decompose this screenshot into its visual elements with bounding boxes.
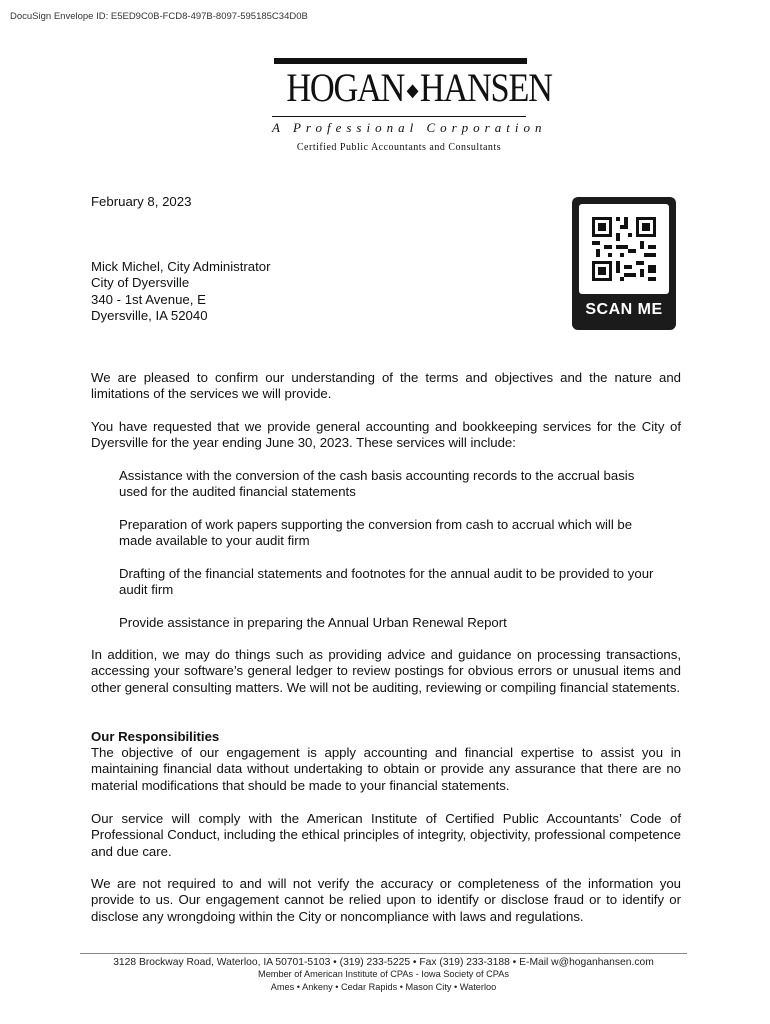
footer-address: 3128 Brockway Road, Waterloo, IA 50701-5103 • (319) 233-5225 • Fax (319) 233-3188 • E-Mail w@hoganhansen.com bbox=[113, 957, 654, 968]
footer-divider bbox=[80, 953, 687, 954]
firm-tagline: A Professional Corporation bbox=[272, 119, 547, 135]
service-item: Provide assistance in preparing the Annual Urban Renewal Report bbox=[119, 615, 507, 631]
paragraph-verification: We are not required to and will not verify the accuracy or completeness of the information you provide to us. Our engagement cannot be relied upon to identify or disclose fraud or to identify or disclose any wrongdoing within the City or noncompliance with laws and regulations. bbox=[91, 876, 681, 924]
envelope-id: DocuSign Envelope ID: E5ED9C0B-FCD8-497B-8097-595185C34D0B bbox=[10, 11, 308, 22]
logo-rule bbox=[272, 116, 526, 117]
paragraph-code-of-conduct: Our service will comply with the American Institute of Certified Public Accountants’ Code of Professional Conduct, including the ethical principles of integrity, objectivity, professional competence and due care. bbox=[91, 811, 681, 859]
footer-membership: Member of American Institute of CPAs - Iowa Society of CPAs bbox=[258, 969, 509, 979]
service-item: Assistance with the conversion of the cash basis accounting records to the accrual basis used for the audited financial statements bbox=[119, 468, 635, 500]
paragraph-services-request: You have requested that we provide general accounting and bookkeeping services for the City of Dyersville for the year ending June 30, 2023. These services will include: bbox=[91, 419, 681, 451]
footer-offices: Ames • Ankeny • Cedar Rapids • Mason City • Waterloo bbox=[270, 982, 497, 992]
firm-subtitle: Certified Public Accountants and Consultants bbox=[296, 141, 502, 153]
responsibilities-heading: Our Responsibilities bbox=[91, 729, 220, 745]
paragraph-intro: We are pleased to confirm our understanding of the terms and objectives and the nature and limitations of the services we will provide. bbox=[91, 370, 681, 402]
paragraph-objective: The objective of our engagement is apply accounting and financial expertise to assist you in maintaining financial data without undertaking to obtain or provide any assurance that there are no material modifications that should be made to your financial statements. bbox=[91, 745, 681, 793]
scan-me-label: SCAN ME bbox=[585, 301, 663, 318]
recipient-address bbox=[91, 259, 681, 324]
firm-name-right: HANSEN bbox=[419, 65, 552, 110]
service-item: Drafting of the financial statements and footnotes for the annual audit to be provided to your audit firm bbox=[119, 566, 654, 598]
recipient-line: Dyersville, IA 52040 bbox=[91, 307, 208, 323]
paragraph-additional-services: In addition, we may do things such as providing advice and guidance on processing transactions, accessing your software’s general ledger to review postings for obvious errors or unusual items and other general consulting matters. We will not be auditing, reviewing or compiling financial statements. bbox=[91, 647, 681, 695]
recipient-line: Mick Michel, City Administrator bbox=[91, 259, 271, 274]
diamond-icon: ◆ bbox=[406, 79, 418, 100]
recipient-line: City of Dyersville bbox=[91, 275, 190, 291]
letter-date: February 8, 2023 bbox=[91, 194, 192, 209]
logo-top-bar bbox=[274, 58, 527, 64]
firm-name-left: HOGAN bbox=[286, 65, 405, 110]
service-item: Preparation of work papers supporting the conversion from cash to accrual which will be made available to your audit firm bbox=[119, 517, 633, 549]
firm-logo bbox=[268, 58, 552, 153]
recipient-line: 340 - 1st Avenue, E bbox=[91, 291, 206, 307]
firm-name bbox=[286, 65, 552, 114]
